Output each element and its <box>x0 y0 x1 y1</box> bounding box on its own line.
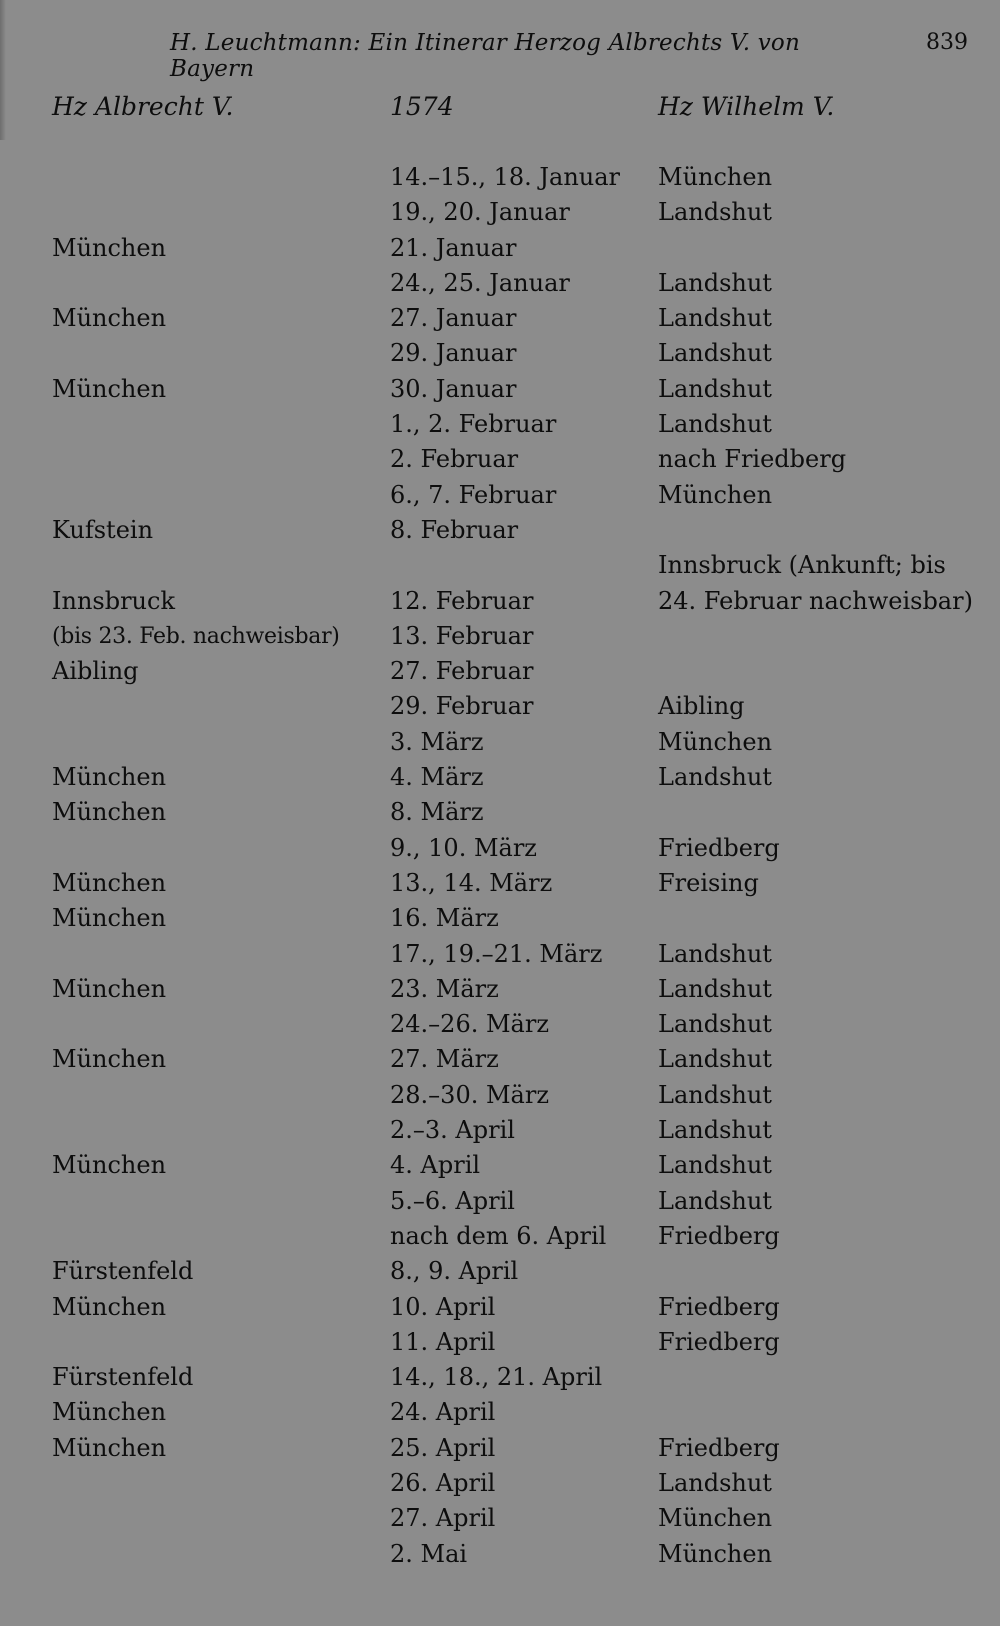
table-row <box>0 266 1000 301</box>
table-row <box>0 1537 1000 1572</box>
wilhelm-location-cell: Friedberg <box>658 1221 780 1250</box>
albrecht-location-cell: Innsbruck <box>52 586 175 615</box>
albrecht-location-cell: (bis 23. Feb. nachweisbar) <box>52 623 340 649</box>
date-cell: 24.–26. März <box>390 1010 549 1039</box>
table-row <box>0 866 1000 901</box>
wilhelm-location-cell: Landshut <box>658 198 772 227</box>
albrecht-location-cell: Fürstenfeld <box>52 1363 194 1392</box>
date-cell: 13., 14. März <box>390 868 553 897</box>
date-cell: 1., 2. Februar <box>390 410 557 439</box>
running-title: H. Leuchtmann: Ein Itinerar Herzog Albrechts V. von Bayern <box>170 30 800 82</box>
albrecht-location-cell: München <box>52 233 167 262</box>
wilhelm-location-cell: Landshut <box>658 939 772 968</box>
albrecht-location-cell: München <box>52 798 167 827</box>
table-row <box>0 972 1000 1007</box>
table-row <box>0 654 1000 689</box>
date-cell: 19., 20. Januar <box>390 198 570 227</box>
albrecht-location-cell: München <box>52 763 167 792</box>
table-row <box>0 725 1000 760</box>
date-cell: 13. Februar <box>390 621 534 650</box>
wilhelm-location-cell: München <box>658 1539 773 1568</box>
table-row <box>0 336 1000 371</box>
date-cell: 23. März <box>390 974 499 1003</box>
date-cell: 10. April <box>390 1292 496 1321</box>
wilhelm-location-cell: Landshut <box>658 1468 772 1497</box>
wilhelm-location-cell: Landshut <box>658 268 772 297</box>
wilhelm-location-cell: Landshut <box>658 410 772 439</box>
date-cell: 24., 25. Januar <box>390 268 570 297</box>
date-cell: 2.–3. April <box>390 1116 515 1145</box>
table-row <box>0 1254 1000 1289</box>
date-cell: 8., 9. April <box>390 1257 519 1286</box>
albrecht-location-cell: München <box>52 304 167 333</box>
date-cell: 6., 7. Februar <box>390 480 557 509</box>
column-header-year: 1574 <box>390 92 454 121</box>
date-cell: 27. Januar <box>390 304 517 333</box>
date-cell: 5.–6. April <box>390 1186 515 1215</box>
wilhelm-location-cell: Landshut <box>658 1080 772 1109</box>
albrecht-location-cell: München <box>52 1151 167 1180</box>
wilhelm-location-cell: Landshut <box>658 339 772 368</box>
albrecht-location-cell: München <box>52 374 167 403</box>
albrecht-location-cell: München <box>52 868 167 897</box>
wilhelm-location-cell: Landshut <box>658 1151 772 1180</box>
table-row <box>0 1078 1000 1113</box>
table-row <box>0 1219 1000 1254</box>
wilhelm-location-cell: Landshut <box>658 974 772 1003</box>
date-cell: 14., 18., 21. April <box>390 1363 603 1392</box>
wilhelm-location-cell: Freising <box>658 868 759 897</box>
albrecht-location-cell: München <box>52 1292 167 1321</box>
date-cell: 28.–30. März <box>390 1080 549 1109</box>
date-cell: 8. März <box>390 798 484 827</box>
date-cell: 27. März <box>390 1045 499 1074</box>
albrecht-location-cell: München <box>52 904 167 933</box>
column-header-albrecht: Hz Albrecht V. <box>52 92 234 121</box>
wilhelm-location-cell: Friedberg <box>658 1327 780 1356</box>
wilhelm-location-cell: Friedberg <box>658 833 780 862</box>
table-row <box>0 831 1000 866</box>
table-row <box>0 1007 1000 1042</box>
wilhelm-location-cell: München <box>658 1504 773 1533</box>
date-cell: 14.–15., 18. Januar <box>390 163 621 191</box>
date-cell: 21. Januar <box>390 233 517 262</box>
table-row <box>0 372 1000 407</box>
albrecht-location-cell: München <box>52 1433 167 1462</box>
date-cell: 3. März <box>390 727 484 756</box>
date-cell: 9., 10. März <box>390 833 537 862</box>
date-cell: 29. Februar <box>390 692 534 721</box>
date-cell: 4. April <box>390 1151 481 1180</box>
date-cell: 29. Januar <box>390 339 517 368</box>
table-row <box>0 901 1000 936</box>
wilhelm-location-cell: nach Friedberg <box>658 445 847 474</box>
wilhelm-location-cell: Aibling <box>658 692 745 721</box>
itinerary-table <box>0 160 1000 1572</box>
table-row <box>0 407 1000 442</box>
table-row <box>0 1113 1000 1148</box>
albrecht-location-cell: München <box>52 1398 167 1427</box>
albrecht-location-cell: Kufstein <box>52 515 154 544</box>
wilhelm-location-cell: München <box>658 480 773 509</box>
page-number: 839 <box>926 30 968 55</box>
date-cell: 27. Februar <box>390 657 534 686</box>
table-row <box>0 1290 1000 1325</box>
table-row <box>0 1395 1000 1430</box>
wilhelm-location-cell: Friedberg <box>658 1433 780 1462</box>
date-cell: 26. April <box>390 1468 496 1497</box>
date-cell: 8. Februar <box>390 515 519 544</box>
table-row <box>0 548 1000 583</box>
wilhelm-location-cell: Landshut <box>658 1010 772 1039</box>
date-cell: 24. April <box>390 1398 496 1427</box>
table-row <box>0 1431 1000 1466</box>
wilhelm-location-cell: München <box>658 727 773 756</box>
table-row <box>0 1148 1000 1183</box>
date-cell: 30. Januar <box>390 374 517 403</box>
date-cell: 12. Februar <box>390 586 534 615</box>
table-row <box>0 1184 1000 1219</box>
wilhelm-location-cell: 24. Februar nachweisbar) <box>658 586 973 615</box>
date-cell: 4. März <box>390 763 484 792</box>
table-row <box>0 1325 1000 1360</box>
wilhelm-location-cell: Landshut <box>658 304 772 333</box>
wilhelm-location-cell: Landshut <box>658 1116 772 1145</box>
table-row <box>0 937 1000 972</box>
table-row <box>0 760 1000 795</box>
table-row <box>0 584 1000 619</box>
column-header-wilhelm: Hz Wilhelm V. <box>658 92 835 121</box>
table-row <box>0 619 1000 654</box>
table-row <box>0 301 1000 336</box>
date-cell: 2. Februar <box>390 445 519 474</box>
albrecht-location-cell: Aibling <box>52 657 139 686</box>
wilhelm-location-cell: Landshut <box>658 1186 772 1215</box>
table-row <box>0 442 1000 477</box>
table-row <box>0 1360 1000 1395</box>
date-cell: 2. Mai <box>390 1539 468 1568</box>
table-row <box>0 689 1000 724</box>
wilhelm-location-cell: Innsbruck (Ankunft; bis <box>658 551 946 580</box>
date-cell: 27. April <box>390 1504 496 1533</box>
albrecht-location-cell: München <box>52 974 167 1003</box>
table-row <box>0 513 1000 548</box>
albrecht-location-cell: Fürstenfeld <box>52 1257 194 1286</box>
wilhelm-location-cell: Landshut <box>658 374 772 403</box>
table-row <box>0 1466 1000 1501</box>
table-row <box>0 795 1000 830</box>
wilhelm-location-cell: Friedberg <box>658 1292 780 1321</box>
table-row <box>0 231 1000 266</box>
scan-edge-shadow <box>0 0 6 140</box>
date-cell: nach dem 6. April <box>390 1221 607 1250</box>
date-cell: 25. April <box>390 1433 496 1462</box>
table-row <box>0 160 1000 195</box>
date-cell: 17., 19.–21. März <box>390 939 603 968</box>
table-row <box>0 195 1000 230</box>
date-cell: 16. März <box>390 904 499 933</box>
albrecht-location-cell: München <box>52 1045 167 1074</box>
date-cell: 11. April <box>390 1327 496 1356</box>
wilhelm-location-cell: Landshut <box>658 763 772 792</box>
table-row <box>0 1042 1000 1077</box>
wilhelm-location-cell: Landshut <box>658 1045 772 1074</box>
table-row <box>0 1501 1000 1536</box>
wilhelm-location-cell: München <box>658 163 773 191</box>
table-row <box>0 478 1000 513</box>
